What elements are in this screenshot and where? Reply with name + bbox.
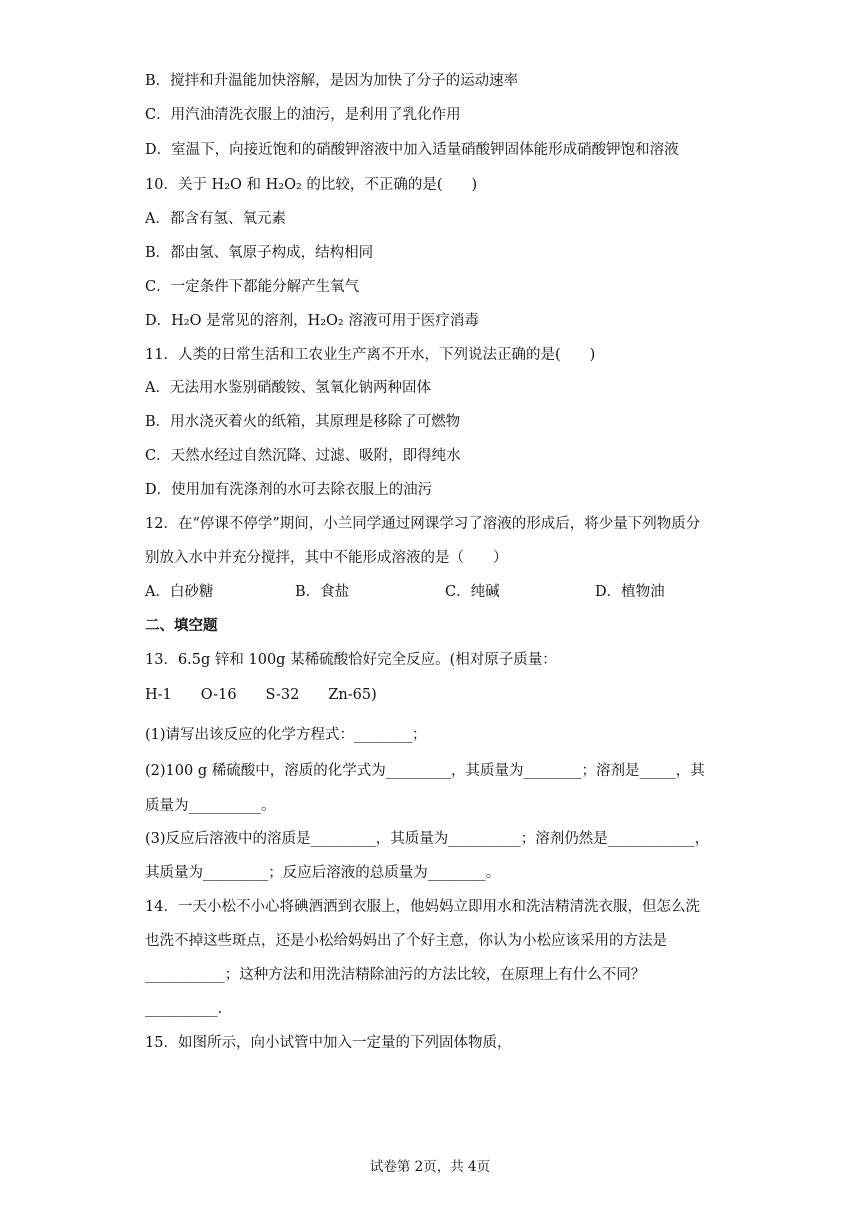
q10-option-d: D．H₂O 是常见的溶剂，H₂O₂ 溶液可用于医疗消毒	[145, 313, 479, 329]
q12-options	[145, 582, 765, 602]
q14-line3: ___________；这种方法和用洗洁精除油污的方法比较，在原理上有什么不同？	[145, 967, 646, 983]
q11-stem: 11．人类的日常生活和工农业生产离不开水，下列说法正确的是( )	[145, 347, 596, 363]
q11-option-a: A．无法用水鉴别硝酸铵、氢氧化钠两种固体	[145, 380, 431, 396]
q13-part3-line1: (3)反应后溶液中的溶质是_________，其质量为__________；溶剂仍然是____________，	[145, 831, 710, 847]
q11-option-b: B．用水浇灭着火的纸箱，其原理是移除了可燃物	[145, 414, 461, 430]
q9-option-d: D．室温下，向接近饱和的硝酸钾溶液中加入适量硝酸钾固体能形成硝酸钾饱和溶液	[145, 142, 679, 158]
q14-line1: 14．一天小松不小心将碘酒洒到衣服上，他妈妈立即用水和洗洁精清洗衣服，但怎么洗	[145, 899, 700, 915]
q13-part3-line2: 其质量为_________；反应后溶液的总质量为________。	[145, 865, 501, 881]
q12-stem-line1: 12．在“停课不停学”期间，小兰同学通过网课学习了溶液的形成后，将少量下列物质分	[145, 516, 701, 532]
q11-option-d: D．使用加有洗涤剂的水可去除衣服上的油污	[145, 482, 433, 498]
q13-stem: 13．6.5g 锌和 100g 某稀硫酸恰好完全反应。(相对原子质量：	[145, 652, 557, 668]
q10-option-b: B．都由氢、氧原子构成，结构相同	[145, 245, 374, 261]
q9-option-c: C．用汽油清洗衣服上的油污，是利用了乳化作用	[145, 107, 461, 123]
section-title-fill-in: 二、填空题	[145, 618, 218, 634]
q14-line4: __________.	[145, 1001, 223, 1017]
q13-part2-line2: 质量为__________。	[145, 798, 276, 814]
q10-stem: 10．关于 H₂O 和 H₂O₂ 的比较，不正确的是( )	[145, 177, 478, 193]
page-footer: 试卷第 2页，共 4页	[369, 1159, 491, 1175]
q15-stem: 15．如图所示，向小试管中加入一定量的下列固体物质，	[145, 1035, 512, 1051]
q12-option-d: D．植物油	[595, 584, 665, 600]
q13-part2-line1: (2)100 g 稀硫酸中，溶质的化学式为_________，其质量为________；溶剂是_____，其	[145, 763, 705, 779]
q13-part1: (1)请写出该反应的化学方程式：________；	[145, 727, 427, 743]
q10-option-c: C．一定条件下都能分解产生氧气	[145, 279, 360, 295]
q12-stem-line2: 别放入水中并充分搅拌，其中不能形成溶液的是（ ）	[145, 550, 508, 566]
q9-option-b: B．搅拌和升温能加快溶解，是因为加快了分子的运动速率	[145, 73, 519, 89]
q14-line2: 也洗不掉这些斑点，还是小松给妈妈出了个好主意，你认为小松应该采用的方法是	[145, 933, 667, 949]
q12-option-a: A．白砂糖	[145, 584, 214, 600]
q10-option-a: A．都含有氢、氧元素	[145, 211, 286, 227]
q11-option-c: C．天然水经过自然沉降、过滤、吸附，即得纯水	[145, 448, 461, 464]
q12-option-c: C．纯碱	[445, 584, 500, 600]
q12-option-b: B．食盐	[295, 584, 350, 600]
q13-atomic-masses: H-1 O-16 S-32 Zn-65)	[145, 687, 377, 703]
